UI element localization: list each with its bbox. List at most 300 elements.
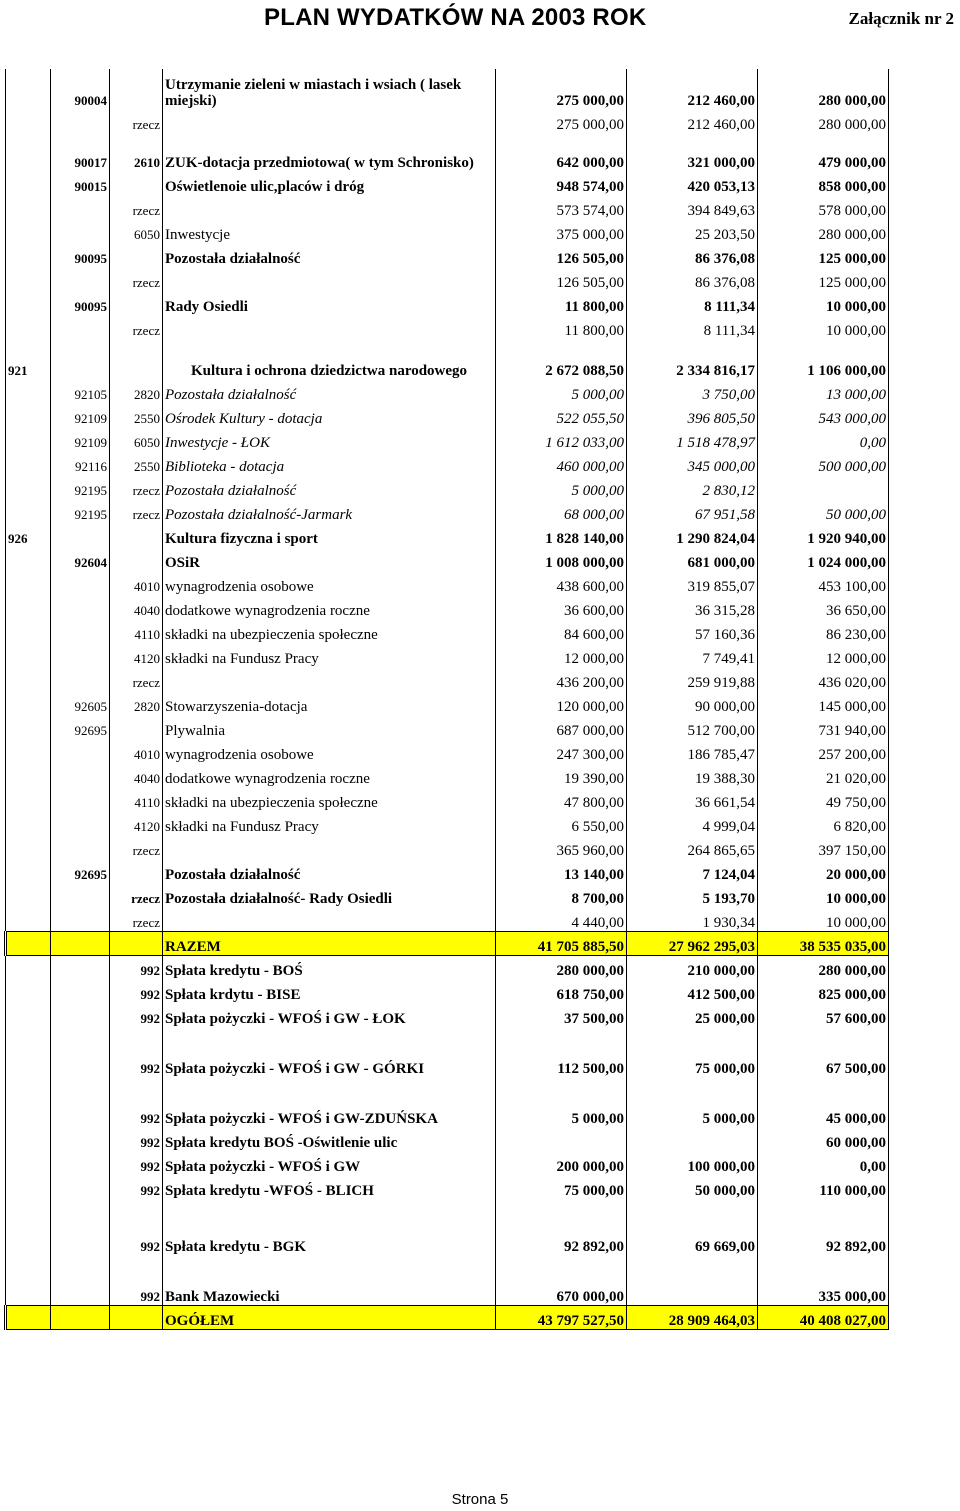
description-cell: Pozostała działalność [163, 859, 496, 883]
section-cell: 92109 [51, 427, 110, 451]
description-cell: OGÓŁEM [163, 1305, 496, 1329]
execution-cell: 57 160,36 [627, 619, 758, 643]
section-cell: 92105 [51, 379, 110, 403]
section-cell [51, 643, 110, 667]
chapter-cell [6, 643, 51, 667]
paragraph-cell: 992 [110, 955, 163, 979]
execution-cell: 8 111,34 [627, 315, 758, 339]
execution-cell: 681 000,00 [627, 547, 758, 571]
plan-2003-cell: 10 000,00 [758, 883, 889, 907]
chapter-cell [6, 619, 51, 643]
table-row [6, 595, 889, 619]
execution-cell: 8 111,34 [627, 291, 758, 315]
paragraph-cell: 2550 [110, 451, 163, 475]
plan-2002-cell: 126 505,00 [496, 267, 627, 291]
description-cell [163, 109, 496, 133]
plan-2003-cell: 578 000,00 [758, 195, 889, 219]
table-row [6, 1151, 889, 1175]
table-row [6, 955, 889, 979]
execution-cell [627, 1255, 758, 1305]
plan-2002-cell: 687 000,00 [496, 715, 627, 739]
description-cell: Spłata krdytu - BISE [163, 979, 496, 1003]
page-title: PLAN WYDATKÓW NA 2003 ROK [264, 4, 647, 31]
execution-cell: 19 388,30 [627, 763, 758, 787]
chapter-cell [6, 1127, 51, 1151]
plan-2003-cell: 40 408 027,00 [758, 1305, 889, 1329]
description-cell [163, 315, 496, 339]
section-cell [51, 979, 110, 1003]
attachment-label: Załącznik nr 2 [848, 9, 954, 28]
paragraph-cell: 6050 [110, 427, 163, 451]
paragraph-cell: 2820 [110, 691, 163, 715]
plan-2002-cell: 5 000,00 [496, 475, 627, 499]
description-cell [163, 195, 496, 219]
paragraph-cell [110, 859, 163, 883]
paragraph-cell: rzecz [110, 267, 163, 291]
paragraph-cell [110, 339, 163, 379]
description-cell: Pozostała działalność [163, 379, 496, 403]
section-cell [51, 219, 110, 243]
execution-cell: 345 000,00 [627, 451, 758, 475]
plan-2003-cell: 110 000,00 [758, 1175, 889, 1199]
section-cell: 90095 [51, 291, 110, 315]
chapter-cell [6, 691, 51, 715]
section-cell [51, 835, 110, 859]
paragraph-cell: rzecz [110, 835, 163, 859]
plan-2003-cell: 1 106 000,00 [758, 339, 889, 379]
execution-cell: 321 000,00 [627, 133, 758, 171]
description-cell: Inwestycje - ŁOK [163, 427, 496, 451]
plan-2002-cell: 12 000,00 [496, 643, 627, 667]
paragraph-cell: rzecz [110, 667, 163, 691]
table-row [6, 451, 889, 475]
plan-2002-cell: 120 000,00 [496, 691, 627, 715]
paragraph-cell [110, 1305, 163, 1329]
table-row [6, 1003, 889, 1027]
chapter-cell [6, 1077, 51, 1127]
plan-2002-cell: 275 000,00 [496, 69, 627, 109]
execution-cell: 394 849,63 [627, 195, 758, 219]
execution-cell: 75 000,00 [627, 1027, 758, 1077]
plan-2003-cell: 36 650,00 [758, 595, 889, 619]
section-cell [51, 787, 110, 811]
execution-cell: 50 000,00 [627, 1175, 758, 1199]
paragraph-cell: 992 [110, 1003, 163, 1027]
chapter-cell [6, 1199, 51, 1255]
execution-cell: 186 785,47 [627, 739, 758, 763]
execution-cell: 396 805,50 [627, 403, 758, 427]
table-row [6, 339, 889, 379]
plan-2003-cell: 86 230,00 [758, 619, 889, 643]
paragraph-cell [110, 715, 163, 739]
plan-2003-cell: 280 000,00 [758, 69, 889, 109]
section-cell [51, 907, 110, 931]
execution-cell: 100 000,00 [627, 1151, 758, 1175]
chapter-cell [6, 171, 51, 195]
chapter-cell [6, 907, 51, 931]
plan-2003-cell: 49 750,00 [758, 787, 889, 811]
table-row [6, 379, 889, 403]
execution-cell: 1 930,34 [627, 907, 758, 931]
plan-2002-cell: 11 800,00 [496, 315, 627, 339]
description-cell: Spłata pożyczki - WFOŚ i GW - GÓRKI [163, 1027, 496, 1077]
paragraph-cell [110, 291, 163, 315]
table-row [6, 171, 889, 195]
paragraph-cell: 4010 [110, 571, 163, 595]
section-cell: 92695 [51, 859, 110, 883]
paragraph-cell: 4120 [110, 643, 163, 667]
execution-cell: 7 749,41 [627, 643, 758, 667]
plan-2002-cell: 112 500,00 [496, 1027, 627, 1077]
plan-2002-cell: 13 140,00 [496, 859, 627, 883]
paragraph-cell: 992 [110, 1151, 163, 1175]
table-row [6, 403, 889, 427]
table-row [6, 1077, 889, 1127]
plan-2002-cell: 948 574,00 [496, 171, 627, 195]
plan-2003-cell: 45 000,00 [758, 1077, 889, 1127]
plan-2003-cell: 50 000,00 [758, 499, 889, 523]
plan-2002-cell: 522 055,50 [496, 403, 627, 427]
plan-2003-cell: 0,00 [758, 427, 889, 451]
paragraph-cell: 992 [110, 979, 163, 1003]
execution-cell: 2 334 816,17 [627, 339, 758, 379]
section-cell [51, 811, 110, 835]
paragraph-cell: rzecz [110, 499, 163, 523]
execution-cell: 259 919,88 [627, 667, 758, 691]
section-cell [51, 955, 110, 979]
description-cell: Rady Osiedli [163, 291, 496, 315]
section-cell [51, 109, 110, 133]
table-row [6, 219, 889, 243]
plan-2003-cell [758, 475, 889, 499]
section-cell [51, 883, 110, 907]
table-row [6, 133, 889, 171]
execution-cell: 67 951,58 [627, 499, 758, 523]
plan-2003-cell: 57 600,00 [758, 1003, 889, 1027]
description-cell: Biblioteka - dotacja [163, 451, 496, 475]
description-cell [163, 835, 496, 859]
section-cell [51, 1003, 110, 1027]
plan-2003-cell: 1 024 000,00 [758, 547, 889, 571]
plan-2002-cell: 670 000,00 [496, 1255, 627, 1305]
execution-cell: 1 290 824,04 [627, 523, 758, 547]
plan-2003-cell: 453 100,00 [758, 571, 889, 595]
execution-cell: 212 460,00 [627, 109, 758, 133]
plan-2002-cell: 1 612 033,00 [496, 427, 627, 451]
section-cell [51, 1027, 110, 1077]
expenditure-table-body [6, 69, 889, 1329]
paragraph-cell: 4120 [110, 811, 163, 835]
table-row [6, 475, 889, 499]
execution-cell: 90 000,00 [627, 691, 758, 715]
section-cell: 92195 [51, 499, 110, 523]
section-cell: 90017 [51, 133, 110, 171]
chapter-cell [6, 1151, 51, 1175]
execution-cell: 319 855,07 [627, 571, 758, 595]
section-cell [51, 523, 110, 547]
plan-2003-cell: 60 000,00 [758, 1127, 889, 1151]
plan-2003-cell: 6 820,00 [758, 811, 889, 835]
plan-2002-cell: 4 440,00 [496, 907, 627, 931]
plan-2003-cell: 20 000,00 [758, 859, 889, 883]
plan-2002-cell: 460 000,00 [496, 451, 627, 475]
paragraph-cell: rzecz [110, 475, 163, 499]
paragraph-cell: 2550 [110, 403, 163, 427]
description-cell [163, 267, 496, 291]
table-row [6, 619, 889, 643]
section-cell [51, 1199, 110, 1255]
description-cell [163, 907, 496, 931]
section-cell: 90015 [51, 171, 110, 195]
chapter-cell [6, 1255, 51, 1305]
execution-cell: 25 000,00 [627, 1003, 758, 1027]
description-cell: Spłata kredytu BOŚ -Oświtlenie ulic [163, 1127, 496, 1151]
description-cell [163, 667, 496, 691]
plan-2002-cell: 11 800,00 [496, 291, 627, 315]
paragraph-cell: rzecz [110, 907, 163, 931]
table-row [6, 243, 889, 267]
execution-cell: 25 203,50 [627, 219, 758, 243]
description-cell: Kultura fizyczna i sport [163, 523, 496, 547]
plan-2002-cell: 438 600,00 [496, 571, 627, 595]
plan-2002-cell: 573 574,00 [496, 195, 627, 219]
execution-cell: 86 376,08 [627, 267, 758, 291]
plan-2003-cell: 125 000,00 [758, 267, 889, 291]
execution-cell: 512 700,00 [627, 715, 758, 739]
table-row [6, 691, 889, 715]
paragraph-cell: rzecz [110, 315, 163, 339]
section-cell [51, 195, 110, 219]
description-cell: składki na Fundusz Pracy [163, 643, 496, 667]
paragraph-cell: 992 [110, 1199, 163, 1255]
chapter-cell [6, 667, 51, 691]
execution-cell: 36 661,54 [627, 787, 758, 811]
description-cell: Kultura i ochrona dziedzictwa narodowego [163, 339, 496, 379]
section-cell [51, 1255, 110, 1305]
chapter-cell [6, 571, 51, 595]
execution-cell: 5 193,70 [627, 883, 758, 907]
section-cell [51, 1175, 110, 1199]
page-footer: Strona 5 [451, 1491, 509, 1508]
table-row [6, 811, 889, 835]
section-cell [51, 571, 110, 595]
chapter-cell [6, 787, 51, 811]
execution-cell: 264 865,65 [627, 835, 758, 859]
paragraph-cell: 4110 [110, 619, 163, 643]
table-row [6, 1255, 889, 1305]
paragraph-cell [110, 547, 163, 571]
section-cell: 92109 [51, 403, 110, 427]
table-row [6, 523, 889, 547]
chapter-cell [6, 109, 51, 133]
plan-2003-cell: 10 000,00 [758, 291, 889, 315]
plan-2002-cell: 365 960,00 [496, 835, 627, 859]
execution-cell: 212 460,00 [627, 69, 758, 109]
paragraph-cell: 4040 [110, 595, 163, 619]
plan-2003-cell: 436 020,00 [758, 667, 889, 691]
plan-2003-cell: 280 000,00 [758, 219, 889, 243]
description-cell: składki na ubezpieczenia społeczne [163, 619, 496, 643]
execution-cell: 4 999,04 [627, 811, 758, 835]
table-row [6, 883, 889, 907]
plan-2003-cell: 543 000,00 [758, 403, 889, 427]
plan-2003-cell: 67 500,00 [758, 1027, 889, 1077]
paragraph-cell: 4010 [110, 739, 163, 763]
chapter-cell [6, 1003, 51, 1027]
section-cell [51, 931, 110, 955]
table-row [6, 1305, 889, 1329]
execution-cell: 2 830,12 [627, 475, 758, 499]
plan-2003-cell: 21 020,00 [758, 763, 889, 787]
execution-cell: 412 500,00 [627, 979, 758, 1003]
description-cell: Spłata pożyczki - WFOŚ i GW [163, 1151, 496, 1175]
paragraph-cell: 992 [110, 1175, 163, 1199]
chapter-cell [6, 69, 51, 109]
description-cell: Pozostała działalność [163, 243, 496, 267]
description-cell: wynagrodzenia osobowe [163, 571, 496, 595]
section-cell [51, 315, 110, 339]
table-row [6, 859, 889, 883]
plan-2002-cell: 200 000,00 [496, 1151, 627, 1175]
chapter-cell [6, 475, 51, 499]
section-cell: 92695 [51, 715, 110, 739]
description-cell: Inwestycje [163, 219, 496, 243]
paragraph-cell: rzecz [110, 195, 163, 219]
plan-2002-cell: 436 200,00 [496, 667, 627, 691]
execution-cell: 36 315,28 [627, 595, 758, 619]
plan-2003-cell: 280 000,00 [758, 955, 889, 979]
section-cell: 92195 [51, 475, 110, 499]
table-row [6, 547, 889, 571]
description-cell: Pozostała działalność-Jarmark [163, 499, 496, 523]
plan-2002-cell: 8 700,00 [496, 883, 627, 907]
section-cell: 92605 [51, 691, 110, 715]
section-cell [51, 739, 110, 763]
table-row [6, 427, 889, 451]
section-cell: 90004 [51, 69, 110, 109]
expenditure-table [4, 69, 889, 1330]
execution-cell: 86 376,08 [627, 243, 758, 267]
table-row [6, 667, 889, 691]
plan-2002-cell: 19 390,00 [496, 763, 627, 787]
section-cell [51, 763, 110, 787]
chapter-cell [6, 315, 51, 339]
plan-2003-cell: 92 892,00 [758, 1199, 889, 1255]
chapter-cell [6, 547, 51, 571]
plan-2002-cell: 1 828 140,00 [496, 523, 627, 547]
section-cell [51, 1077, 110, 1127]
description-cell: Pozostała działalność [163, 475, 496, 499]
table-row [6, 763, 889, 787]
chapter-cell [6, 979, 51, 1003]
section-cell [51, 1151, 110, 1175]
chapter-cell [6, 195, 51, 219]
plan-2002-cell: 642 000,00 [496, 133, 627, 171]
execution-cell: 420 053,13 [627, 171, 758, 195]
paragraph-cell: 992 [110, 1077, 163, 1127]
plan-2002-cell: 41 705 885,50 [496, 931, 627, 955]
plan-2002-cell: 375 000,00 [496, 219, 627, 243]
plan-2002-cell: 618 750,00 [496, 979, 627, 1003]
plan-2002-cell: 75 000,00 [496, 1175, 627, 1199]
plan-2003-cell: 13 000,00 [758, 379, 889, 403]
description-cell: Stowarzyszenia-dotacja [163, 691, 496, 715]
plan-2003-cell: 0,00 [758, 1151, 889, 1175]
section-cell [51, 667, 110, 691]
description-cell: OSiR [163, 547, 496, 571]
description-cell: RAZEM [163, 931, 496, 955]
table-row [6, 835, 889, 859]
description-cell: Spłata kredytu -WFOŚ - BLICH [163, 1175, 496, 1199]
plan-2003-cell: 257 200,00 [758, 739, 889, 763]
chapter-cell [6, 291, 51, 315]
execution-cell: 5 000,00 [627, 1077, 758, 1127]
paragraph-cell: 2610 [110, 133, 163, 171]
plan-2002-cell: 275 000,00 [496, 109, 627, 133]
table-row [6, 1027, 889, 1077]
plan-2003-cell: 280 000,00 [758, 109, 889, 133]
plan-2002-cell: 6 550,00 [496, 811, 627, 835]
plan-2002-cell: 47 800,00 [496, 787, 627, 811]
execution-cell [627, 1127, 758, 1151]
paragraph-cell [110, 171, 163, 195]
chapter-cell [6, 499, 51, 523]
description-cell: Pozostała działalność- Rady Osiedli [163, 883, 496, 907]
table-row [6, 1175, 889, 1199]
description-cell: Spłata pożyczki - WFOŚ i GW - ŁOK [163, 1003, 496, 1027]
paragraph-cell: 992 [110, 1127, 163, 1151]
chapter-cell [6, 219, 51, 243]
table-row [6, 715, 889, 739]
plan-2003-cell: 397 150,00 [758, 835, 889, 859]
section-cell [51, 339, 110, 379]
plan-2002-cell: 280 000,00 [496, 955, 627, 979]
chapter-cell [6, 1175, 51, 1199]
section-cell [51, 267, 110, 291]
plan-2003-cell: 335 000,00 [758, 1255, 889, 1305]
paragraph-cell: 4040 [110, 763, 163, 787]
plan-2002-cell: 84 600,00 [496, 619, 627, 643]
description-cell: Utrzymanie zieleni w miastach i wsiach ( lasek miejski) [163, 69, 496, 109]
chapter-cell [6, 811, 51, 835]
description-cell: Spłata kredytu - BOŚ [163, 955, 496, 979]
chapter-cell [6, 595, 51, 619]
chapter-cell [6, 763, 51, 787]
plan-2003-cell: 731 940,00 [758, 715, 889, 739]
section-cell: 92116 [51, 451, 110, 475]
description-cell: składki na Fundusz Pracy [163, 811, 496, 835]
section-cell [51, 595, 110, 619]
plan-2002-cell: 43 797 527,50 [496, 1305, 627, 1329]
plan-2002-cell: 126 505,00 [496, 243, 627, 267]
table-row [6, 1199, 889, 1255]
chapter-cell [6, 451, 51, 475]
paragraph-cell [110, 931, 163, 955]
chapter-cell [6, 379, 51, 403]
description-cell: Oświetlenoie ulic,placów i dróg [163, 171, 496, 195]
description-cell: dodatkowe wynagrodzenia roczne [163, 595, 496, 619]
description-cell: ZUK-dotacja przedmiotowa( w tym Schronisko) [163, 133, 496, 171]
chapter-cell [6, 739, 51, 763]
table-row [6, 109, 889, 133]
chapter-cell [6, 267, 51, 291]
chapter-cell [6, 403, 51, 427]
paragraph-cell [110, 243, 163, 267]
chapter-cell [6, 883, 51, 907]
plan-2002-cell: 1 008 000,00 [496, 547, 627, 571]
chapter-cell: 921 [6, 339, 51, 379]
plan-2003-cell: 1 920 940,00 [758, 523, 889, 547]
